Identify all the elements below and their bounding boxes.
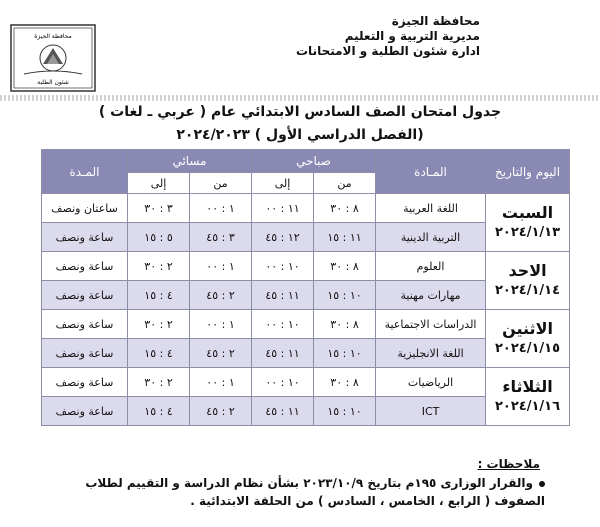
- evening-to-cell: ٢ : ٣٠: [128, 252, 190, 281]
- morning-to-cell: ١٠ : ٠٠: [252, 252, 314, 281]
- morning-to-cell: ١٢ : ٤٥: [252, 223, 314, 252]
- morning-from-cell: ٨ : ٣٠: [314, 194, 376, 223]
- day-name: الثلاثاء: [502, 376, 553, 396]
- duration-cell: ساعة ونصف: [42, 339, 128, 368]
- subject-cell: العلوم: [376, 252, 486, 281]
- day-cell: [486, 194, 570, 252]
- header-administration: ادارة شئون الطلبة و الامتحانات: [296, 44, 480, 58]
- header-day: اليوم والتاريخ: [486, 150, 570, 194]
- header-subject: المـادة: [376, 150, 486, 194]
- header-evening-to: إلى: [128, 173, 190, 194]
- evening-from-cell: ٢ : ٤٥: [190, 339, 252, 368]
- evening-to-cell: ٤ : ١٥: [128, 397, 190, 426]
- subject-cell: الدراسات الاجتماعية: [376, 310, 486, 339]
- day-cell: [486, 310, 570, 368]
- morning-to-cell: ١١ : ٤٥: [252, 397, 314, 426]
- page-subtitle: (الفصل الدراسي الأول ) ٢٠٢٤/٢٠٢٣: [176, 127, 424, 143]
- morning-to-cell: ١٠ : ٠٠: [252, 368, 314, 397]
- morning-from-cell: ٨ : ٣٠: [314, 368, 376, 397]
- bullet-icon: [539, 481, 545, 487]
- separator-divider: [0, 95, 600, 101]
- evening-from-cell: ١ : ٠٠: [190, 368, 252, 397]
- governorate-logo-icon: [10, 24, 96, 92]
- evening-from-cell: ٢ : ٤٥: [190, 281, 252, 310]
- morning-from-cell: ٨ : ٣٠: [314, 252, 376, 281]
- evening-from-cell: ١ : ٠٠: [190, 310, 252, 339]
- header-morning-to: إلى: [252, 173, 314, 194]
- duration-cell: ساعة ونصف: [42, 252, 128, 281]
- day-cell: [486, 252, 570, 310]
- day-name: الاحد: [508, 260, 547, 280]
- table-row: [42, 368, 570, 397]
- header-duration: المـدة: [42, 150, 128, 194]
- logo-top-text: محافظة الجيزة: [34, 33, 72, 40]
- evening-to-cell: ٥ : ١٥: [128, 223, 190, 252]
- notes-list: [45, 474, 545, 510]
- duration-cell: ساعتان ونصف: [42, 194, 128, 223]
- header-directorate: مديرية التربية و التعليم: [344, 29, 480, 43]
- subject-cell: اللغة الانجليزية: [376, 339, 486, 368]
- day-date: ٢٠٢٤/١/١٤: [495, 282, 561, 298]
- morning-to-cell: ١٠ : ٠٠: [252, 310, 314, 339]
- header-morning: صباحي: [252, 150, 376, 173]
- subject-cell: مهارات مهنية: [376, 281, 486, 310]
- day-date: ٢٠٢٤/١/١٦: [495, 398, 561, 414]
- table-row: [42, 252, 570, 281]
- evening-from-cell: ١ : ٠٠: [190, 252, 252, 281]
- logo-bottom-text: شئون الطلبة: [37, 79, 69, 86]
- morning-from-cell: ١١ : ١٥: [314, 223, 376, 252]
- evening-from-cell: ١ : ٠٠: [190, 194, 252, 223]
- header-block: [296, 14, 480, 59]
- morning-from-cell: ١٠ : ١٥: [314, 281, 376, 310]
- header-governorate: محافظة الجيزة: [391, 14, 480, 28]
- duration-cell: ساعة ونصف: [42, 281, 128, 310]
- morning-from-cell: ١٠ : ١٥: [314, 339, 376, 368]
- evening-to-cell: ٤ : ١٥: [128, 339, 190, 368]
- table-row: [42, 310, 570, 339]
- day-date: ٢٠٢٤/١/١٥: [495, 340, 561, 356]
- evening-from-cell: ٣ : ٤٥: [190, 223, 252, 252]
- duration-cell: ساعة ونصف: [42, 397, 128, 426]
- morning-to-cell: ١١ : ٤٥: [252, 281, 314, 310]
- morning-to-cell: ١١ : ٤٥: [252, 339, 314, 368]
- table-row: [42, 194, 570, 223]
- day-name: السبت: [501, 202, 554, 222]
- evening-to-cell: ٢ : ٣٠: [128, 368, 190, 397]
- duration-cell: ساعة ونصف: [42, 368, 128, 397]
- subject-cell: اللغة العربية: [376, 194, 486, 223]
- morning-from-cell: ٨ : ٣٠: [314, 310, 376, 339]
- subject-cell: ICT: [376, 397, 486, 426]
- header-morning-from: من: [314, 173, 376, 194]
- notes-title: ملاحظات :: [477, 457, 540, 471]
- evening-to-cell: ٣ : ٣٠: [128, 194, 190, 223]
- subject-cell: التربية الدينية: [376, 223, 486, 252]
- morning-from-cell: ١٠ : ١٥: [314, 397, 376, 426]
- subject-cell: الرياضيات: [376, 368, 486, 397]
- header-evening: مسائي: [128, 150, 252, 173]
- evening-to-cell: ٢ : ٣٠: [128, 310, 190, 339]
- page-title: جدول امتحان الصف السادس الابتدائي عام ( عربي ـ لغات ): [98, 104, 502, 120]
- morning-to-cell: ١١ : ٠٠: [252, 194, 314, 223]
- evening-from-cell: ٢ : ٤٥: [190, 397, 252, 426]
- day-name: الاثنين: [502, 318, 553, 338]
- day-date: ٢٠٢٤/١/١٣: [495, 224, 561, 240]
- duration-cell: ساعة ونصف: [42, 310, 128, 339]
- note-item: والقرار الوزارى ١٩٥م بتاريخ ٢٠٢٣/١٠/٩ بشأن نظام الدراسة و التقييم لطلاب الصفوف ( الرابع ، الخامس ، السادس ) من الحلقة الابتدائية .: [85, 476, 545, 508]
- day-cell: [486, 368, 570, 426]
- exam-schedule-table: [41, 149, 570, 426]
- evening-to-cell: ٤ : ١٥: [128, 281, 190, 310]
- header-evening-from: من: [190, 173, 252, 194]
- duration-cell: ساعة ونصف: [42, 223, 128, 252]
